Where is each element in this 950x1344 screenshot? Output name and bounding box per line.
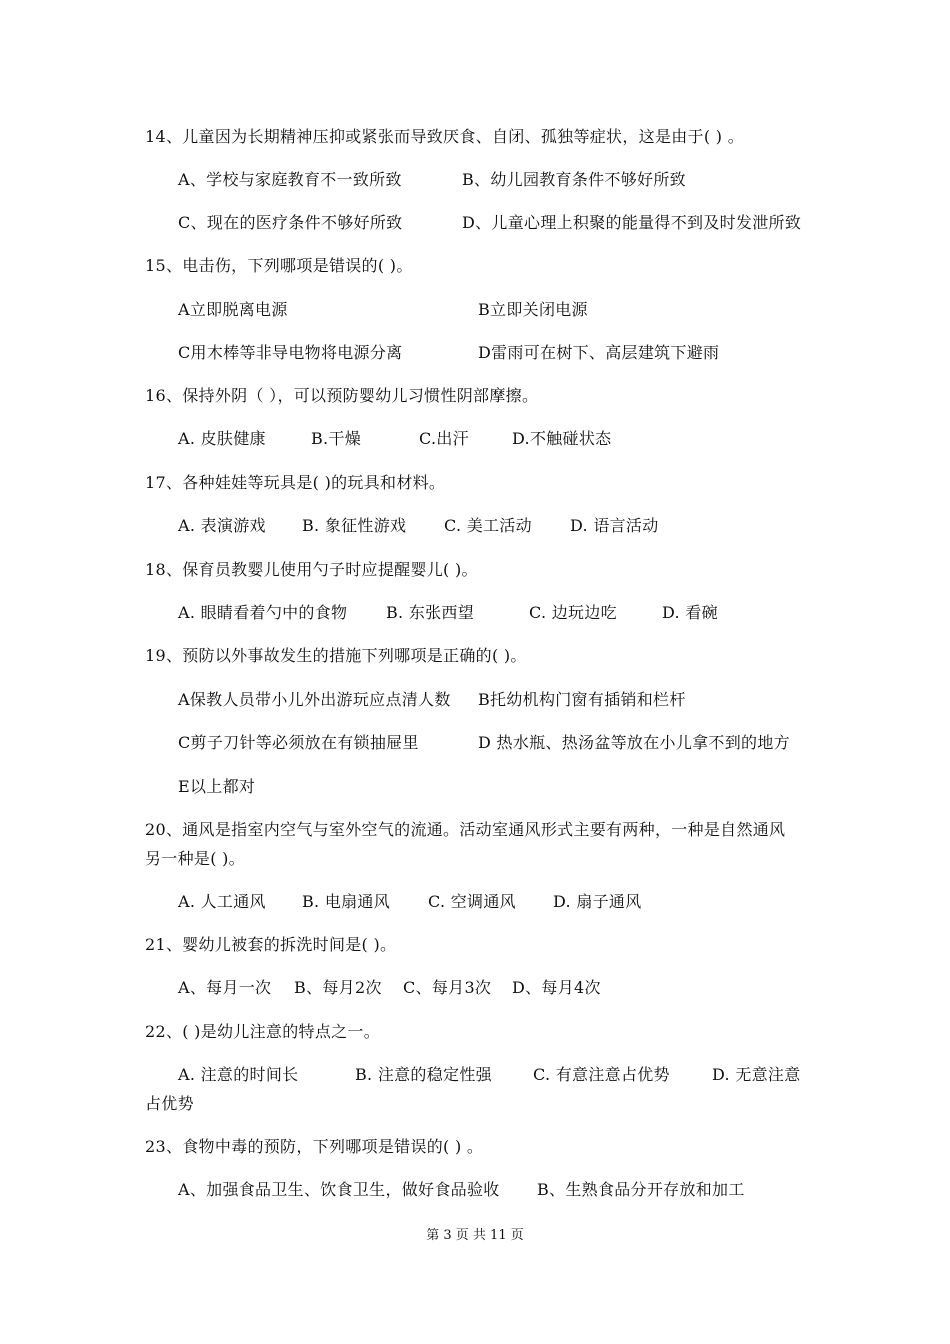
option: D雷雨可在树下、高层建筑下避雨 xyxy=(478,343,720,362)
question-stem-continuation: 另一种是( )。 xyxy=(145,849,245,868)
option: C剪子刀针等必须放在有锁抽屉里 xyxy=(178,733,419,752)
option: A、学校与家庭教育不一致所致 xyxy=(178,170,402,189)
option: A立即脱离电源 xyxy=(178,300,288,319)
question-stem: 22、( )是幼儿注意的特点之一。 xyxy=(145,1022,381,1041)
option: B、每月2次 xyxy=(294,978,382,997)
question-stem: 20、通风是指室内空气与室外空气的流通。活动室通风形式主要有两种，一种是自然通风 xyxy=(145,820,786,839)
question-stem: 17、各种娃娃等玩具是( )的玩具和材料。 xyxy=(145,473,446,492)
option: D 热水瓶、热汤盆等放在小儿拿不到的地方 xyxy=(478,733,790,752)
option: D.不触碰状态 xyxy=(512,429,612,448)
option: A. 眼睛看着勺中的食物 xyxy=(178,603,348,622)
option: B. 电扇通风 xyxy=(302,892,391,911)
option: B立即关闭电源 xyxy=(478,300,588,319)
option: C. 有意注意占优势 xyxy=(533,1065,670,1084)
option: A. 人工通风 xyxy=(178,892,266,911)
option: B托幼机构门窗有插销和栏杆 xyxy=(478,690,686,709)
option: D. 语言活动 xyxy=(570,516,659,535)
option: A. 注意的时间长 xyxy=(178,1065,299,1084)
option: B. 象征性游戏 xyxy=(302,516,407,535)
option: B、生熟食品分开存放和加工 xyxy=(537,1180,745,1199)
option: B. 东张西望 xyxy=(386,603,475,622)
option: D. 看碗 xyxy=(662,603,718,622)
option: B. 注意的稳定性强 xyxy=(355,1065,492,1084)
option: E以上都对 xyxy=(178,777,256,796)
option: A. 皮肤健康 xyxy=(178,429,266,448)
option: C用木棒等非导电物将电源分离 xyxy=(178,343,403,362)
option: D、儿童心理上积聚的能量得不到及时发泄所致 xyxy=(462,213,802,232)
option: D. 扇子通风 xyxy=(553,892,642,911)
option: C、现在的医疗条件不够好所致 xyxy=(178,213,403,232)
option: A保教人员带小儿外出游玩应点清人数 xyxy=(178,690,451,709)
option: C. 空调通风 xyxy=(428,892,516,911)
option: C. 边玩边吃 xyxy=(529,603,617,622)
question-stem: 14、儿童因为长期精神压抑或紧张而导致厌食、自闭、孤独等症状，这是由于( ) 。 xyxy=(145,127,745,146)
option: D、每月4次 xyxy=(512,978,601,997)
option: A. 表演游戏 xyxy=(178,516,266,535)
question-stem: 16、保持外阴（ ），可以预防婴幼儿习惯性阴部摩擦。 xyxy=(145,386,539,405)
question-stem: 15、电击伤，下列哪项是错误的( )。 xyxy=(145,256,413,275)
page-footer: 第 3 页 共 11 页 xyxy=(426,1228,524,1243)
option: C. 美工活动 xyxy=(444,516,532,535)
option: B、幼儿园教育条件不够好所致 xyxy=(462,170,686,189)
option: A、加强食品卫生、饮食卫生，做好食品验收 xyxy=(178,1180,500,1199)
question-stem: 23、食物中毒的预防，下列哪项是错误的( ) 。 xyxy=(145,1137,484,1156)
option: C.出汗 xyxy=(419,429,469,448)
question-stem: 18、保育员教婴儿使用勺子时应提醒婴儿( )。 xyxy=(145,560,478,579)
option-wrap-text: 占优势 xyxy=(145,1094,194,1113)
option: B.干燥 xyxy=(311,429,362,448)
question-stem: 21、婴幼儿被套的拆洗时间是( )。 xyxy=(145,935,397,954)
option: C、每月3次 xyxy=(403,978,492,997)
option: D. 无意注意 xyxy=(712,1065,801,1084)
option: A、每月一次 xyxy=(178,978,272,997)
question-stem: 19、预防以外事故发生的措施下列哪项是正确的( )。 xyxy=(145,646,527,665)
